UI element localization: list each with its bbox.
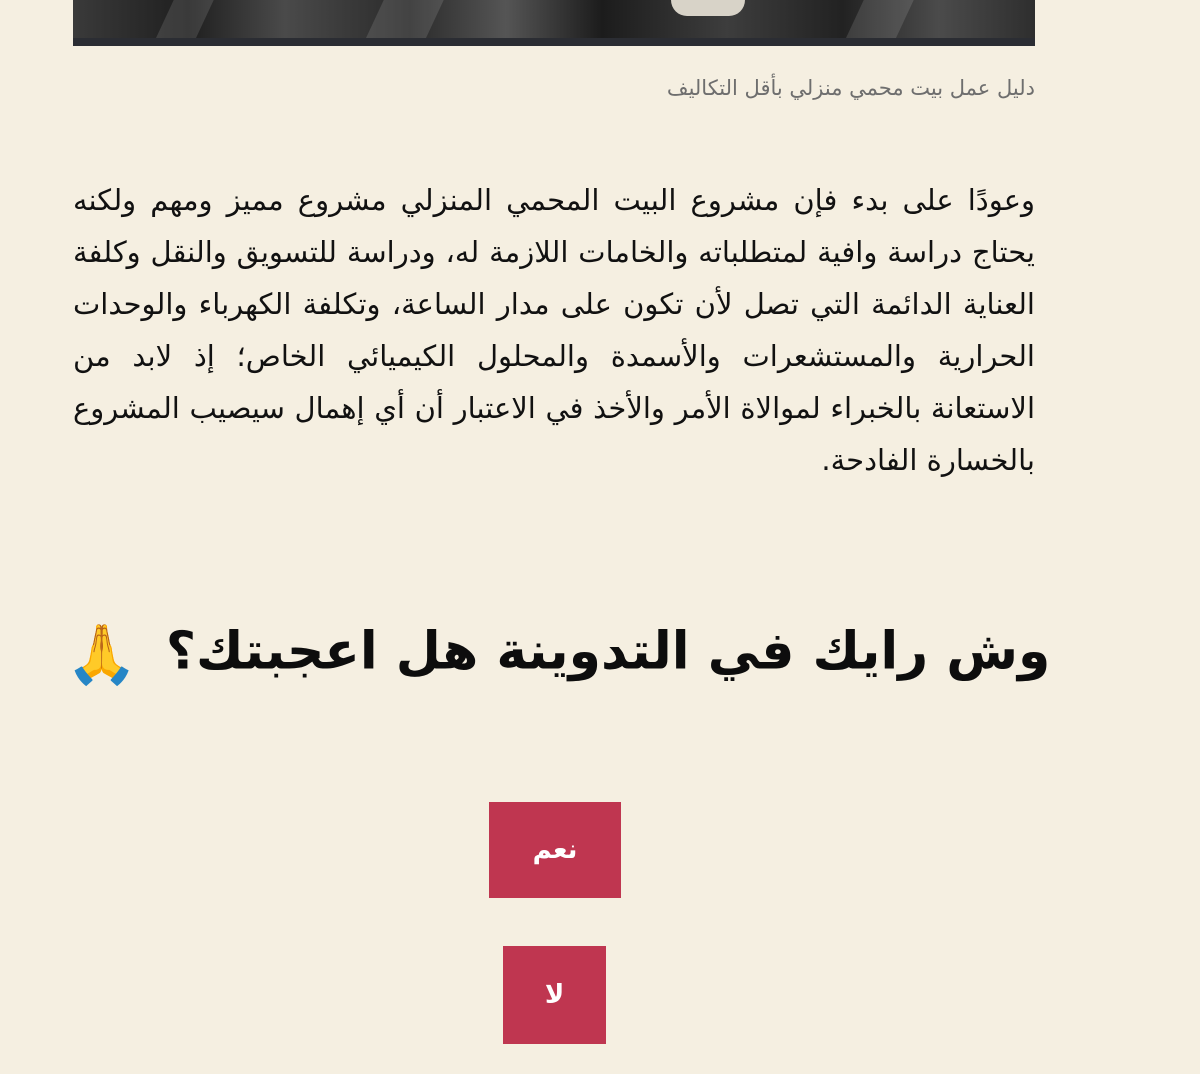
plant-pot-image	[671, 0, 745, 16]
poll-no-button[interactable]: لا	[503, 946, 606, 1044]
article-hero-image	[73, 0, 1035, 46]
poll-question-text: وش رايك في التدوينة هل اعجبتك؟	[165, 621, 1051, 682]
poll-heading	[0, 620, 1116, 689]
image-caption: دليل عمل بيت محمي منزلي بأقل التكاليف	[666, 76, 1035, 100]
article-paragraph: وعودًا على بدء فإن مشروع البيت المحمي المنزلي مشروع مميز ومهم ولكنه يحتاج دراسة وافية لمتطلباته والخامات اللازمة له، ودراسة للتسويق والنقل وكلفة العناية الدائمة التي تصل لأن تكون على مدار الساعة، وتكلفة الكهرباء والوحدات الحرارية والمستشعرات والأسمدة والمحلول الكيميائي الخاص؛ إذ لابد من الاستعانة بالخبراء لموالاة الأمر والأخذ في الاعتبار أن أي إهمال سيصيب المشروع بالخسارة الفادحة.	[73, 183, 1035, 477]
poll-yes-button[interactable]: نعم	[489, 802, 621, 898]
praying-hands-icon: 🙏	[65, 620, 138, 688]
